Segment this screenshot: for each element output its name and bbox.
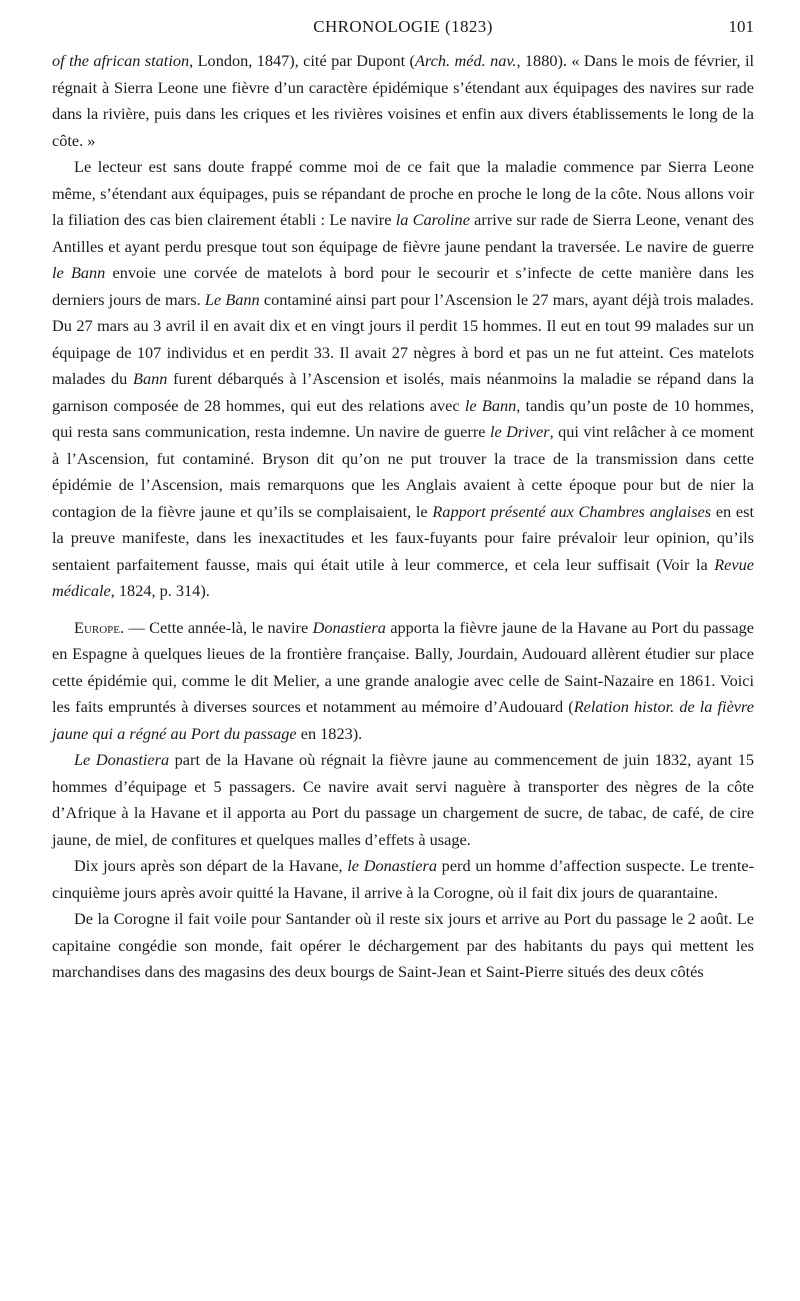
text-run: en 1823).: [296, 723, 363, 743]
text-run: envoie une corvée de matelots à bord pour le secourir et s’infecte de cette manière dans les derniers jours de mars.: [52, 263, 754, 309]
text-run: arrive sur rade de Sierra Leone, venant des Antilles et ayant perdu presque tout son équipage de fièvre jaune pendant la traversée. Le navire de guerre: [52, 210, 754, 256]
ship-name: le Driver: [489, 422, 550, 441]
ship-name: le Bann: [52, 263, 106, 282]
paragraph-4: [52, 747, 754, 853]
italic-citation: Relation histor. de la fièvre jaune qui a régné au Port du passage: [52, 697, 754, 743]
text-run: part de la Havane où régnait la fièvre jaune au commencement de juin 1832, ayant 15 hommes d’équipage et 5 passagers. Ce navire avait servi naguère à transporter des nègres de la côte d’Afrique à la Havane et il apporta au Port du passage un chargement de sucre, de tabac, de café, de cire jaune, de miel, de confitures et quelques malles d’effets à usage.: [52, 750, 754, 849]
text-run: , tandis qu’un poste de 10 hommes, qui resta sans communication, resta indemne. Un navire de guerre: [52, 395, 755, 441]
section-heading: Europe.: [74, 617, 125, 637]
text-run: apporta la fièvre jaune de la Havane au Port du passage en Espagne à quelques lieues de la frontière française. Bally, Jourdain, Audouard allèrent étudier sur place cette épidémie qui, comme le dit Melier, a une grande analogie avec celle de Saint-Nazaire en 1861. Voici les faits empruntés à diverses sources et notamment au mémoire d’Audouard (: [52, 617, 754, 716]
ship-name: Donastiera: [312, 617, 386, 637]
text-run: , 1880). « Dans le mois de février, il régnait à Sierra Leone une fièvre d’un caractère épidémique s’étendant aux équipages des navires sur rade dans la rivière, puis dans les criques et les rivières voisines et enfin aux divers établissements le long de la côte. »: [52, 51, 755, 150]
text-run: De la Corogne il fait voile pour Santander où il reste six jours et arrive au Port du passage le 2 août. Le capitaine congédie son monde, fait opérer le déchargement par des habitants du pays qui mettent les marchandises dans des magasins des deux bourgs de Saint-Jean et Saint-Pierre situés des deux côtés: [52, 909, 754, 981]
text-run: furent débarqués à l’Ascension et isolés, mais néanmoins la maladie se répand dans la garnison composée de 28 hommes, qui eut des relations avec: [52, 369, 754, 415]
ship-name: la Caroline: [395, 210, 470, 229]
italic-citation: Arch. méd. nav.: [414, 51, 517, 70]
ship-name: Bann: [133, 369, 168, 388]
italic-citation: Rapport présenté aux Chambres anglaises: [432, 501, 712, 521]
text-run: London, 1847), cité par Dupont (: [193, 51, 415, 70]
page-number: 101: [728, 17, 754, 36]
text-run: perd un homme d’affection suspecte. Le trente-cinquième jours après avoir quitté la Havane, il arrive à la Corogne, où il fait dix jours de quarantaine.: [52, 856, 754, 902]
text-run: , qui vint relâcher à ce moment à l’Ascension, fut contaminé. Bryson dit qu’on ne put trouver la trace de la transmission dans cette épidémie de l’Ascension, mais remarquons que les Anglais avaient à cette époque pour but de nier la contagion de la fièvre jaune et qu’ils se complaisaient, le: [52, 422, 754, 521]
page-header: [52, 0, 754, 48]
text-run: en est la preuve manifeste, dans les inexactitudes et les faux-fuyants pour faire prévaloir leur opinion, qu’ils sentaient parfaitement fausse, mais qui était utile à leur commerce, et cela leur suffisait (Voir la: [52, 501, 754, 574]
paragraph-5: [52, 853, 754, 906]
italic-citation: Revue médicale: [52, 554, 754, 600]
paragraph-3: [52, 615, 754, 748]
text-run: , 1824, p. 314).: [110, 581, 210, 600]
running-title: CHRONOLOGIE (1823): [313, 17, 493, 36]
paragraph-1: [52, 48, 754, 154]
ship-name: le Donastiera: [347, 856, 437, 875]
text-run: Le lecteur est sans doute frappé comme moi de ce fait que la maladie commence par Sierra Leone même, s’étendant aux équipages, puis se répandant de proche en proche le long de la côte. Nous allons voir la filiation des cas bien clairement établi : Le navire: [52, 157, 754, 229]
ship-name: Le Donastiera: [74, 750, 170, 769]
paragraph-2: [52, 154, 754, 605]
text-run: contaminé ainsi part pour l’Ascension le 27 mars, ayant déjà trois malades. Du 27 mars au 3 avril il en avait dix et en vingt jours il perdit 15 hommes. Il eut en tout 99 malades sur un équipage de 107 individus et en perdit 33. Il avait 27 nègres à bord et pas un ne fut atteint. Ces matelots malades du: [52, 289, 754, 388]
paragraph-6: [52, 906, 754, 986]
text-run: — Cette année-là, le navire: [124, 617, 313, 637]
italic-title: of the african station,: [52, 51, 194, 70]
text-run: Dix jours après son départ de la Havane,: [74, 856, 348, 875]
ship-name: Le Bann: [204, 289, 260, 309]
body-text: [52, 48, 754, 986]
ship-name: le Bann: [464, 395, 517, 415]
